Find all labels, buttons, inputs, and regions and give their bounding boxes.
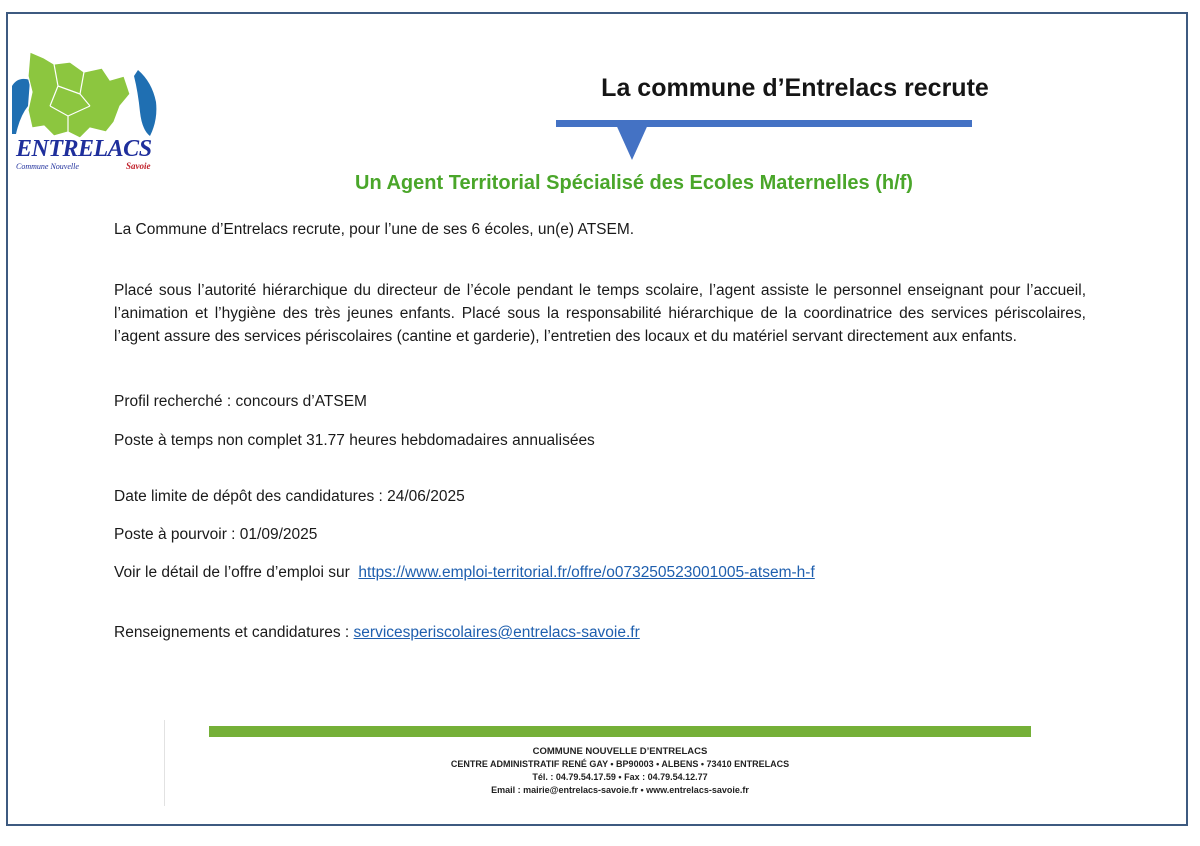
footer-line-2: CENTRE ADMINISTRATIF RENÉ GAY • BP90003 • ALBENS • 73410 ENTRELACS — [450, 759, 790, 769]
intro-paragraph: La Commune d’Entrelacs recrute, pour l’une de ses 6 écoles, un(e) ATSEM. — [114, 221, 635, 238]
description-paragraph: Placé sous l’autorité hiérarchique du directeur de l’école pendant le temps scolaire, l’agent assiste le personnel enseignant pour l’accueil, l’animation et l’hygiène des très jeunes enfants. Placé sous la responsabilité hiérarchique de la coordinatrice des services périscolaires, l’agent assure des services périscolaires (cantine et garderie), l’entretien des locaux et du matériel servant directement aux enfants. — [114, 282, 1086, 345]
offer-url-link[interactable]: https://www.emploi-territorial.fr/offre/o073250523001005-atsem-h-f — [358, 564, 815, 581]
footer-line-4: Email : mairie@entrelacs-savoie.fr • www.entrelacs-savoie.fr — [491, 785, 749, 795]
profile-line: Profil recherché : concours d’ATSEM — [114, 393, 367, 410]
job-title: Un Agent Territorial Spécialisé des Ecoles Maternelles (h/f) — [355, 172, 913, 194]
hours-line: Poste à temps non complet 31.77 heures hebdomadaires annualisées — [114, 432, 595, 449]
entrelacs-logo — [10, 46, 160, 176]
contact-label: Renseignements et candidatures : — [114, 624, 350, 641]
footer-divider — [164, 720, 165, 806]
footer-address — [318, 745, 922, 797]
map-logo-icon — [10, 46, 160, 146]
details-label: Voir le détail de l’offre d’emploi sur — [114, 564, 350, 581]
contact-line — [114, 621, 1086, 644]
logo-region: Savoie — [126, 161, 151, 171]
logo-name: ENTRELACS — [16, 136, 152, 162]
logo-subtitle: Commune Nouvelle — [16, 162, 79, 171]
contact-email-link[interactable]: servicesperiscolaires@entrelacs-savoie.fr — [353, 624, 640, 641]
details-line — [114, 561, 1086, 584]
deadline-line: Date limite de dépôt des candidatures : 24/06/2025 — [114, 488, 465, 505]
title-pointer-rule — [556, 116, 972, 164]
footer-green-bar — [209, 726, 1031, 737]
page-title: La commune d’Entrelacs recrute — [601, 74, 989, 102]
start-date-line: Poste à pourvoir : 01/09/2025 — [114, 526, 318, 543]
footer-line-1: COMMUNE NOUVELLE D’ENTRELACS — [532, 746, 708, 757]
footer-line-3: Tél. : 04.79.54.17.59 • Fax : 04.79.54.12.77 — [532, 772, 708, 782]
